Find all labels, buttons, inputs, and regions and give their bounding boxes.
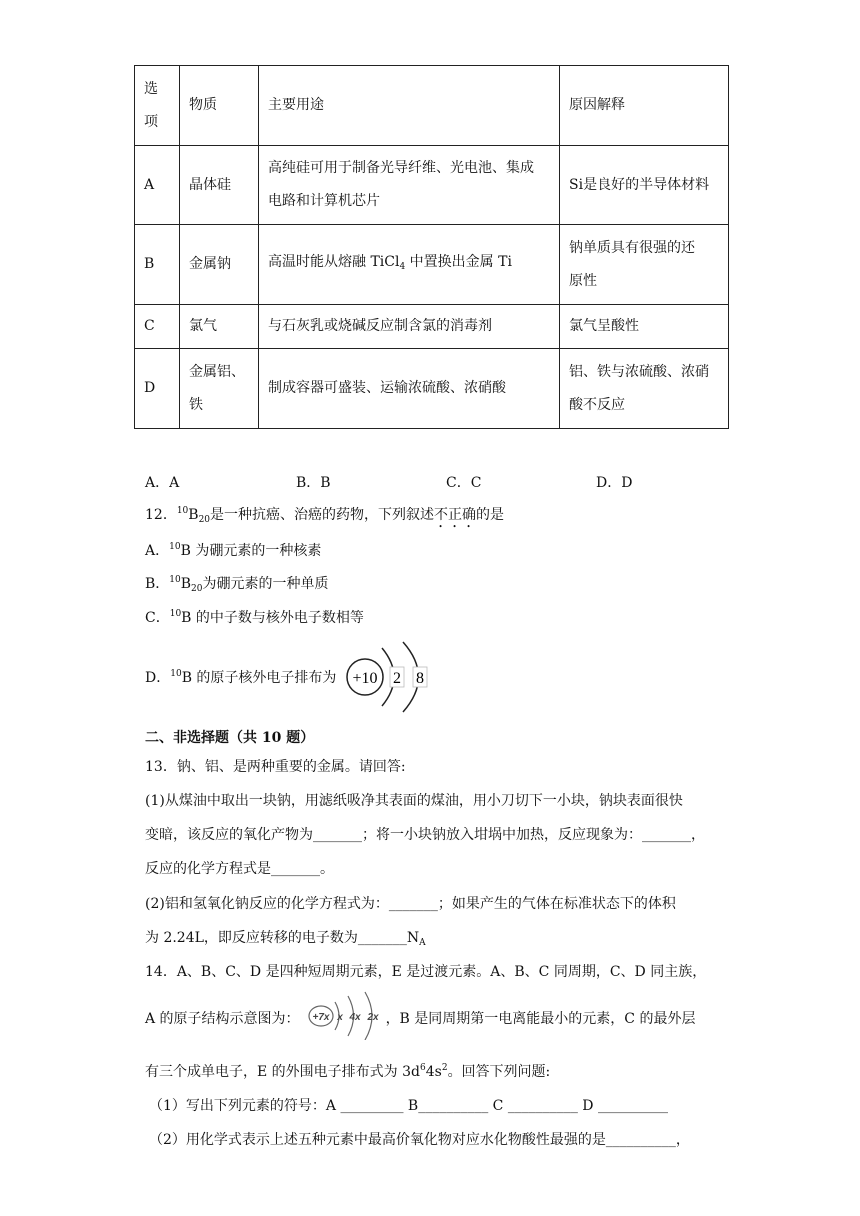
q13-part1-line2: 变暗，该反应的氧化产物为_______；将一小块钠放入坩埚中加热，反应现象为：_______， <box>145 827 705 843</box>
q14-line2: A 的原子结构示意图为： ，B 是同周期第一电离能最小的元素，C 的最外层 <box>145 1011 696 1027</box>
q14-line5: （2）用化学式表示上述五种元素中最高价氧化物对应水化物酸性最强的是__________， <box>149 1132 690 1148</box>
q14-line4: （1）写出下列元素的符号：A _________ B__________ C __________ D __________ <box>149 1098 668 1114</box>
header-cell-substance: 物质 <box>180 66 259 146</box>
table-row <box>135 305 729 349</box>
cell-option: A <box>135 146 180 225</box>
cell-substance: 金属钠 <box>180 225 259 305</box>
cell-use: 制成容器可盛装、运输浓硫酸、浓硝酸 <box>259 349 560 429</box>
shell-1-electrons: x <box>337 1012 343 1023</box>
q11-option-d: D．D <box>596 475 633 491</box>
q11-option-c: C．C <box>446 475 482 491</box>
q13-part1-line1: (1)从煤油中取出一块钠，用滤纸吸净其表面的煤油，用小刀切下一小块，钠块表面很快 <box>145 793 683 809</box>
table-row <box>135 349 729 429</box>
q11-option-b: B．B <box>296 475 331 491</box>
q14-line3: 有三个成单电子，E 的外围电子排布式为 $3d^64s^2$。回答下列问题: <box>145 1063 551 1080</box>
cell-reason: 氯气呈酸性 <box>560 305 729 349</box>
q12-option-b: B．$^{10}B_{20}$为硼元素的一种单质 <box>145 575 329 594</box>
cell-option: C <box>135 305 180 349</box>
q12-option-c: C．$^{10}$B 的中子数与核外电子数相等 <box>145 609 364 626</box>
shell-2-electrons: 8 <box>416 670 424 687</box>
section-heading: 二、非选择题（共 10 题） <box>145 730 315 746</box>
cell-use: 高纯硅可用于制备光导纤维、光电池、集成 电路和计算机芯片 <box>259 146 560 225</box>
q13-part2-line2: 为 2.24L，即反应转移的电子数为$\_\_\_\_\_\_\_N_A$ <box>145 930 426 948</box>
cell-use: 高温时能从熔融 TiCl$_4$ 中置换出金属 Ti <box>259 225 560 305</box>
cell-substance: 晶体硅 <box>180 146 259 225</box>
atom-structure-diagram-a <box>307 988 389 1040</box>
q12-stem: 12．$^{10}B_{20}$是一种抗癌、治癌的药物，下列叙述不正确的是 <box>145 506 505 525</box>
cell-option: D <box>135 349 180 429</box>
shell-3-electrons: 2x <box>367 1012 379 1023</box>
nucleus-charge: +10 <box>352 670 378 687</box>
q11-option-a: A．A <box>145 475 180 491</box>
cell-reason: Si是良好的半导体材料 <box>560 146 729 225</box>
comparison-table <box>134 65 729 429</box>
cell-substance: 金属铝、 铁 <box>180 349 259 429</box>
table-header-row <box>135 66 729 146</box>
nucleus-charge: +7x <box>312 1012 330 1023</box>
q12-option-d: D．$^{10}$B 的原子核外电子排布为 <box>145 669 337 686</box>
header-cell-use: 主要用途 <box>259 66 560 146</box>
atom-structure-diagram <box>342 640 434 716</box>
q13-part2-line1: (2)铝和氢氧化钠反应的化学方程式为：_______；如果产生的气体在标准状态下的体积 <box>145 896 676 912</box>
q14-line1: 14．A、B、C、D 是四种短周期元素，E 是过渡元素。A、B、C 同周期，C、D 同主族， <box>145 964 707 980</box>
q13-title: 13．钠、铝、是两种重要的金属。请回答: <box>145 759 406 775</box>
shell-1-electrons: 2 <box>393 670 401 687</box>
q12-option-a: A．$^{10}$B 为硼元素的一种核素 <box>145 542 322 559</box>
cell-reason: 钠单质具有很强的还 原性 <box>560 225 729 305</box>
shell-2-electrons: 4x <box>349 1012 361 1023</box>
cell-reason: 铝、铁与浓硫酸、浓硝 酸不反应 <box>560 349 729 429</box>
cell-use: 与石灰乳或烧碱反应制含氯的消毒剂 <box>259 305 560 349</box>
emphasis-text: 不正确 <box>434 507 477 523</box>
table-row <box>135 225 729 305</box>
header-cell-option: 选 项 <box>135 66 180 146</box>
header-cell-reason: 原因解释 <box>560 66 729 146</box>
table-row <box>135 146 729 225</box>
cell-option: B <box>135 225 180 305</box>
q13-part1-line3: 反应的化学方程式是_______。 <box>145 861 334 877</box>
cell-substance: 氯气 <box>180 305 259 349</box>
